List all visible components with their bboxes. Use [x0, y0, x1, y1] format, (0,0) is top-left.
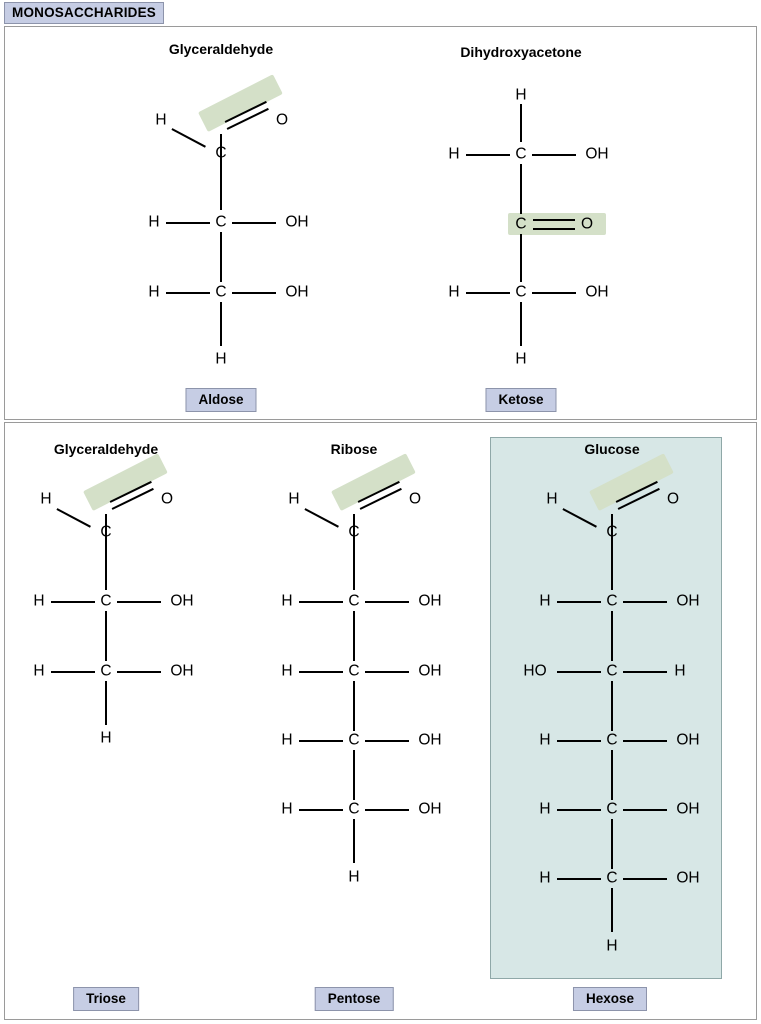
- bond-h-c4: [557, 740, 601, 742]
- bond-c1-c2: [520, 164, 522, 214]
- class-label-hexose: Hexose: [573, 987, 647, 1011]
- bond-h-c3: [166, 292, 210, 294]
- atom-h: H: [215, 350, 227, 368]
- bond-c4-oh: [623, 740, 667, 742]
- atom-c1: C: [515, 145, 527, 163]
- bond-ho-c3: [557, 671, 601, 673]
- atom-h: H: [448, 283, 460, 301]
- bond-c3-h: [623, 671, 667, 673]
- atom-c5: C: [348, 800, 360, 818]
- class-label-pentose: Pentose: [315, 987, 394, 1011]
- atom-c3: C: [215, 283, 227, 301]
- bond-c2-oh: [117, 601, 161, 603]
- atom-oh: OH: [285, 283, 309, 301]
- class-label-ketose: Ketose: [485, 388, 556, 412]
- atom-oh: OH: [585, 283, 609, 301]
- bond-c2-c3: [220, 232, 222, 282]
- atom-c3: C: [100, 662, 112, 680]
- atom-oh: OH: [170, 662, 194, 680]
- bond-c4-c5: [611, 750, 613, 800]
- atom-oh: OH: [418, 731, 442, 749]
- atom-oh: OH: [418, 800, 442, 818]
- atom-c2: C: [100, 592, 112, 610]
- atom-h: H: [281, 592, 293, 610]
- atom-h: H: [281, 731, 293, 749]
- atom-c4: C: [348, 731, 360, 749]
- atom-ho: HO: [523, 662, 547, 680]
- bond-c2-c3: [105, 611, 107, 661]
- bond-c4-c5: [353, 750, 355, 800]
- atom-oh: OH: [676, 800, 700, 818]
- atom-oh: OH: [285, 213, 309, 231]
- atom-o: O: [666, 490, 680, 508]
- atom-oh: OH: [676, 869, 700, 887]
- atom-h: H: [100, 729, 112, 747]
- atom-h: H: [448, 145, 460, 163]
- bond-c3-h: [520, 302, 522, 346]
- bond-c5-c6: [611, 819, 613, 869]
- atom-c6: C: [606, 869, 618, 887]
- bond-c3-oh: [232, 292, 276, 294]
- atom-oh: OH: [418, 592, 442, 610]
- bond-c5-oh: [623, 809, 667, 811]
- atom-h: H: [281, 800, 293, 818]
- atom-oh: OH: [170, 592, 194, 610]
- atom-c2: C: [515, 215, 527, 233]
- glucose-highlight-box: [490, 437, 722, 979]
- atom-c5: C: [606, 800, 618, 818]
- atom-c1: C: [215, 144, 227, 162]
- panel-trioses-aldose-ketose: [4, 26, 757, 420]
- atom-h: H: [539, 592, 551, 610]
- bond-c3-oh: [117, 671, 161, 673]
- bond-h-c5: [557, 809, 601, 811]
- class-label-aldose: Aldose: [185, 388, 256, 412]
- bond-h-c2: [557, 601, 601, 603]
- bond-h-c4: [299, 740, 343, 742]
- atom-h: H: [155, 111, 167, 129]
- atom-c3: C: [348, 662, 360, 680]
- bond-c2-c3: [520, 234, 522, 282]
- molecule-title-glyceraldehyde-top: Glyceraldehyde: [168, 41, 274, 57]
- atom-oh: OH: [676, 592, 700, 610]
- atom-c4: C: [606, 731, 618, 749]
- bond-c2-o-lower: [533, 228, 575, 230]
- atom-c3: C: [515, 283, 527, 301]
- atom-o: O: [580, 215, 594, 233]
- bond-h-c3: [51, 671, 95, 673]
- atom-h: H: [148, 283, 160, 301]
- bond-h-c5: [299, 809, 343, 811]
- atom-h: H: [281, 662, 293, 680]
- section-header-monosaccharides: MONOSACCHARIDES: [4, 2, 164, 24]
- bond-h-c2: [166, 222, 210, 224]
- bond-c6-oh: [623, 878, 667, 880]
- molecule-title-glyceraldehyde-bottom: Glyceraldehyde: [53, 441, 159, 457]
- molecule-title-ribose: Ribose: [330, 441, 378, 457]
- bond-h-c6: [557, 878, 601, 880]
- atom-c1: C: [606, 523, 618, 541]
- bond-c2-oh: [232, 222, 276, 224]
- bond-h-c3: [466, 292, 510, 294]
- bond-c3-oh: [532, 292, 576, 294]
- molecule-title-dihydroxyacetone: Dihydroxyacetone: [460, 44, 582, 60]
- bond-c2-o-upper: [533, 219, 575, 221]
- atom-c1: C: [348, 523, 360, 541]
- atom-h: H: [33, 592, 45, 610]
- atom-o: O: [408, 490, 422, 508]
- bond-h-c3: [299, 671, 343, 673]
- bond-c3-c4: [353, 681, 355, 731]
- bond-c2-oh: [623, 601, 667, 603]
- bond-c3-c4: [611, 681, 613, 731]
- atom-c2: C: [215, 213, 227, 231]
- bond-c2-c3: [611, 611, 613, 661]
- atom-c2: C: [348, 592, 360, 610]
- atom-h: H: [674, 662, 686, 680]
- bond-c3-h: [105, 681, 107, 725]
- atom-oh: OH: [418, 662, 442, 680]
- atom-oh: OH: [676, 731, 700, 749]
- atom-h: H: [539, 800, 551, 818]
- atom-h: H: [515, 86, 527, 104]
- atom-h: H: [539, 869, 551, 887]
- atom-o: O: [275, 111, 289, 129]
- bond-c5-oh: [365, 809, 409, 811]
- atom-h: H: [33, 662, 45, 680]
- atom-oh: OH: [585, 145, 609, 163]
- bond-c1-oh: [532, 154, 576, 156]
- atom-h: H: [539, 731, 551, 749]
- bond-c3-h: [220, 302, 222, 346]
- bond-h-c1-left: [466, 154, 510, 156]
- atom-h: H: [348, 868, 360, 886]
- atom-h: H: [606, 937, 618, 955]
- bond-h-c2: [299, 601, 343, 603]
- atom-h: H: [546, 490, 558, 508]
- bond-c3-oh: [365, 671, 409, 673]
- bond-h-c2: [51, 601, 95, 603]
- bond-c4-oh: [365, 740, 409, 742]
- bond-c2-c3: [353, 611, 355, 661]
- atom-c1: C: [100, 523, 112, 541]
- molecule-title-glucose: Glucose: [584, 441, 640, 457]
- atom-h: H: [148, 213, 160, 231]
- atom-o: O: [160, 490, 174, 508]
- atom-h: H: [288, 490, 300, 508]
- bond-c5-h: [353, 819, 355, 863]
- atom-c3: C: [606, 662, 618, 680]
- class-label-triose: Triose: [73, 987, 139, 1011]
- atom-h: H: [40, 490, 52, 508]
- bond-h-c1: [520, 104, 522, 142]
- atom-h: H: [515, 350, 527, 368]
- atom-c2: C: [606, 592, 618, 610]
- bond-c6-h: [611, 888, 613, 932]
- bond-c2-oh: [365, 601, 409, 603]
